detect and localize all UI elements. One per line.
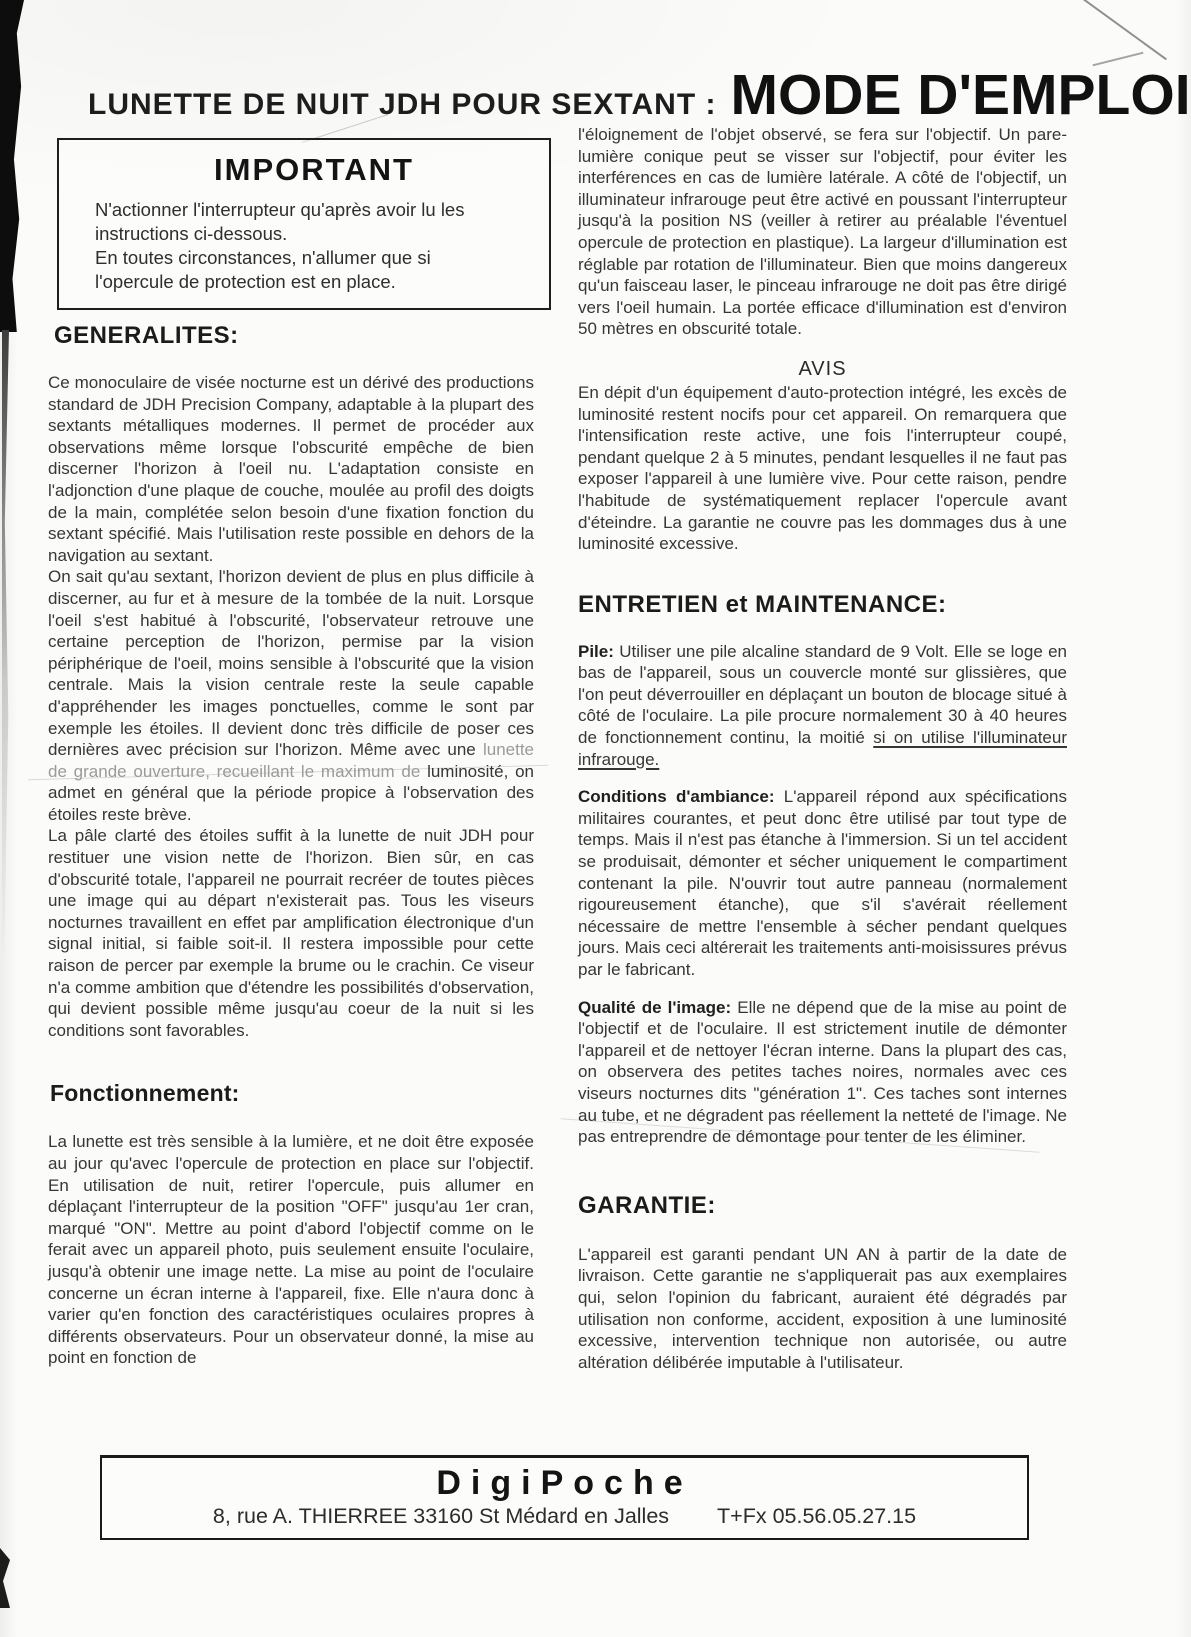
pile-paragraph: [578, 641, 1067, 771]
qualite-paragraph: [578, 997, 1067, 1148]
company-contact-line: [112, 1502, 1017, 1530]
paragraph-text: On sait qu'au sextant, l'horizon devient de plus en plus difficile à discerner, au fur et à mesure de la tombée de la nuit. Lorsque l'oeil s'est habitué à l'obscurité, l'observateur retrouve une certaine perception de l'horizon, permise par la vision périphérique de l'oeil, moins sensible à l'obscurité que la vision centrale. Mais la vision centrale reste la seule capable d'appréhender les images ponctuelles, comme le sont par exemple les étoiles. Il devient donc très difficile de poser ces dernières avec précision sur l'horizon. Même avec une: [48, 567, 534, 760]
right-column: [578, 124, 1067, 1373]
generalites-paragraph-2: [48, 566, 534, 825]
important-line: En toutes circonstances, n'allumer que si: [95, 247, 431, 268]
page-title: [88, 62, 1191, 128]
important-title: IMPORTANT: [214, 152, 414, 187]
important-line: l'opercule de protection est en place.: [95, 271, 396, 292]
avis-paragraph: En dépit d'un équipement d'auto-protection intégré, les excès de luminosité restent nocifs pour cet appareil. On remarquera que l'intensification reste active, une fois l'interrupteur coupé, pendant quelque 2 à 5 minutes, pendant lesquelles il ne faut pas exposer l'appareil à une lumière vive. Pour cette raison, pendre l'habitude de systématiquement replacer l'opercule avant d'éteindre. La garantie ne couvre pas les dommages dus à une luminosité excessive.: [578, 382, 1067, 554]
paragraph-text: L'appareil répond aux spécifications militaires courantes, et peut donc être utilisé par tout type de temps. Mais il n'est pas étanche à l'immersion. Si un tel accident se produisait, démonter et sécher uniquement le compartiment contenant la pile. N'ouvrir tout autre panneau (normalement rigoureusement étanche), que s'il s'avérait réellement nécessaire de mettre l'ensemble à sécher pendant quelques jours. Mais ceci altérerait les traitements anti-moisissures prévus par le fabricant.: [578, 787, 1068, 979]
scan-artifact-left-streak: [2, 330, 9, 970]
scan-artifact-left-edge: [0, 0, 24, 332]
paragraph-text: luminosité, on admet en général que la période propice à l'observation des étoiles reste brève.: [48, 761, 534, 824]
paragraph-text: Elle ne dépend que de la mise au point de l'objectif et de l'oculaire. Il est strictement inutile de démonter l'appareil et de nettoyer l'écran interne. Dans la plupart des cas, on observera des petites taches noires, normales avec ces viseurs nocturnes dits "génération 1". Ces taches sont internes au tube, et ne dégradent pas réellement la netteté de l'image. Ne pas entreprendre de démontage pour tenter de les éliminer.: [578, 997, 1068, 1147]
conditions-paragraph: [578, 786, 1067, 980]
footer-company-box: [100, 1455, 1029, 1540]
company-name: DigiPoche: [436, 1464, 693, 1502]
conditions-lead: Conditions d'ambiance:: [578, 787, 775, 807]
generalites-paragraph-1: Ce monoculaire de visée nocturne est un dérivé des productions standard de JDH Precision Company, adaptable à la plupart des sextants métalliques modernes. Il permet de procéder aux observations même lorsque l'obscurité empêche de bien discerner l'horizon à l'oeil nu. L'adaptation consiste en l'adjonction d'une plaque de couche, moulée au profil des doigts de la main, complétée selon besoin d'une fixation fonction du sextant spécifié. Mais l'utilisation reste possible en dehors de la navigation au sextant.: [48, 373, 534, 565]
company-phone: T+Fx 05.56.05.27.15: [717, 1504, 917, 1528]
garantie-paragraph: L'appareil est garanti pendant UN AN à partir de la date de livraison. Cette garantie ne s'appliquerait pas aux exemplaires qui, selon l'opinion du fabricant, auraient été dégradés par utilisation non conforme, accident, exposition à une luminosité excessive, intervention technique non autorisée, ou autre altération délibérée imputable à l'utilisateur.: [578, 1244, 1067, 1372]
important-notice-box: [57, 138, 551, 310]
garantie-heading: GARANTIE:: [578, 1191, 716, 1219]
avis-heading: AVIS: [798, 357, 847, 380]
intro-continuation-paragraph: l'éloignement de l'objet observé, se fera sur l'objectif. Un pare-lumière conique peut se visser sur l'objectif, pour éviter les interférences en cas de lumière latérale. A côté de l'objectif, un illuminateur infrarouge peut être activé en poussant l'interrupteur jusqu'à la position NS (veiller à retirer au préalable l'éventuel opercule de protection en plastique). La largeur d'illumination est réglable par rotation de l'illuminateur. Bien que moins dangereux qu'un faisceau laser, le pinceau infrarouge ne doit pas être dirigé vers l'oeil humain. La portée efficace d'illumination est d'environ 50 mètres en obscurité totale.: [578, 125, 1067, 339]
faded-scan-line: lunette de grande ouverture, recueillant le maximum de: [48, 740, 535, 781]
entretien-heading: ENTRETIEN et MAINTENANCE:: [578, 590, 947, 618]
scan-artifact-bottom-left: [0, 1548, 10, 1608]
scan-artifact-scratch: [1077, 0, 1167, 60]
page-title-prefix: LUNETTE DE NUIT JDH POUR SEXTANT :: [88, 88, 717, 121]
qualite-lead: Qualité de l'image:: [578, 997, 732, 1017]
paragraph-text: Utiliser une pile alcaline standard de 9 Volt. Elle se loge en bas de l'appareil, sous un couvercle monté sur glissières, que l'on peut déverrouiller en déplaçant un bouton de blocage situé à côté de l'oculaire. La pile procure normalement 30 à 40 heures de fonctionnement continu, la moitié: [578, 641, 1067, 748]
left-column: [48, 322, 534, 1369]
pen-underlined-text: si on utilise l'illuminateur infrarouge.: [578, 728, 1067, 769]
generalites-paragraph-3: La pâle clarté des étoiles suffit à la lunette de nuit JDH pour restituer une vision nette de l'horizon. Bien sûr, en cas d'obscurité totale, l'appareil ne pourrait recréer de toutes pièces une image qui au départ n'existerait pas. Tous les viseurs nocturnes travaillent en effet par amplification électronique d'un signal initial, si faible soit-il. Il restera impossible pour cette raison de percer par exemple la brume ou le crachin. Ce viseur n'a comme ambition que d'étendre les possibilités d'observation, qui devient possible même jusqu'au coeur de la nuit si les conditions sont favorables.: [48, 826, 534, 1040]
page-title-main: MODE D'EMPLOI: [730, 63, 1191, 127]
generalites-heading: GENERALITES:: [54, 322, 239, 349]
important-line: instructions ci-dessous.: [95, 223, 288, 244]
pile-lead: Pile:: [578, 641, 614, 661]
important-line: N'actionner l'interrupteur qu'après avoir lu les: [95, 199, 465, 220]
fonctionnement-paragraph: La lunette est très sensible à la lumière, et ne doit être exposée au jour qu'avec l'opercule de protection en place sur l'objectif. En utilisation de nuit, retirer l'opercule, puis allumer en déplaçant l'interrupteur de la position "OFF" jusqu'au 1er cran, marqué "ON". Mettre au point d'abord l'objectif comme on le ferait avec un appareil photo, puis seulement ensuite l'oculaire, jusqu'à obtenir une image nette. La mise au point de l'oculaire concerne un écran interne à l'appareil, fixe. Elle n'aura donc à varier qu'en fonction des caractéristiques oculaires propres à différents observateurs. Pour un observateur donné, la mise au point en fonction de: [48, 1132, 534, 1368]
company-address: 8, rue A. THIERREE 33160 St Médard en Jalles: [212, 1504, 670, 1528]
fonctionnement-heading: Fonctionnement:: [50, 1080, 240, 1107]
